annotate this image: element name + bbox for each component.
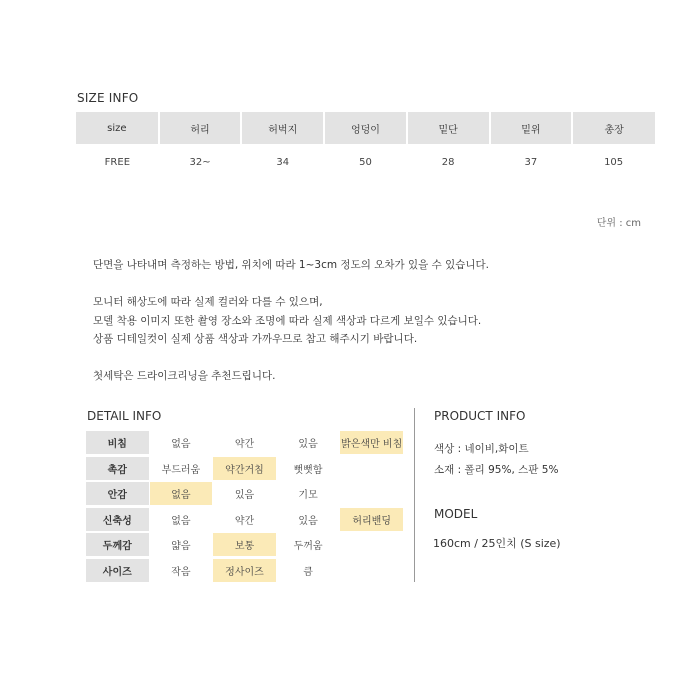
size-cell: 37 bbox=[524, 156, 538, 168]
note-line: 상품 디테일컷이 실제 상품 색상과 가까우므로 참고 해주시기 바랍니다. bbox=[93, 333, 418, 345]
size-header-cell: 허리 bbox=[159, 112, 242, 144]
detail-grid bbox=[86, 431, 404, 585]
detail-option: 약간 bbox=[234, 515, 255, 527]
detail-info-title: DETAIL INFO bbox=[87, 409, 162, 423]
detail-option: 뻣뻣함 bbox=[293, 464, 323, 476]
detail-option: 부드러움 bbox=[161, 464, 201, 476]
note-line: 모니터 해상도에 따라 실제 컬러와 다를 수 있으며, bbox=[93, 296, 323, 308]
size-cell: 28 bbox=[441, 156, 455, 168]
detail-row-label: 안감 bbox=[86, 482, 149, 505]
detail-row bbox=[86, 482, 404, 508]
detail-option: 있음 bbox=[234, 490, 255, 502]
size-header-cell: 밑단 bbox=[407, 112, 490, 144]
detail-option: 작음 bbox=[171, 566, 191, 578]
size-table bbox=[76, 112, 655, 180]
size-header-cell: 허벅지 bbox=[241, 112, 324, 144]
detail-option: 있음 bbox=[298, 439, 318, 450]
detail-option: 없음 bbox=[171, 439, 191, 450]
detail-option-selected: 허리밴딩 bbox=[340, 508, 403, 531]
detail-option bbox=[340, 457, 403, 480]
detail-option: 기모 bbox=[298, 490, 318, 502]
size-header-cell: 밑위 bbox=[490, 112, 573, 144]
size-header-cell: 총장 bbox=[572, 112, 655, 144]
detail-option-selected: 보통 bbox=[213, 533, 276, 556]
detail-option: 약간 bbox=[234, 439, 255, 450]
model-spec: 160cm / 25인치 (S size) bbox=[433, 537, 561, 550]
detail-row bbox=[86, 533, 404, 559]
detail-option-selected: 약간거침 bbox=[213, 457, 276, 480]
detail-row-label: 비침 bbox=[86, 431, 149, 454]
note-line: 첫세탁은 드라이크리닝을 추천드립니다. bbox=[93, 370, 276, 382]
detail-option: 두꺼움 bbox=[293, 541, 323, 553]
detail-option-selected: 정사이즈 bbox=[213, 559, 276, 582]
detail-option bbox=[340, 559, 403, 582]
detail-row bbox=[86, 559, 404, 585]
product-material: 소재 : 폴리 95%, 스판 5% bbox=[434, 464, 559, 476]
detail-row-label: 신축성 bbox=[86, 508, 149, 531]
note-line: 모델 착용 이미지 또한 촬영 장소와 조명에 따라 실제 색상과 다르게 보일수 있습니다. bbox=[93, 314, 482, 327]
detail-row-label: 두께감 bbox=[86, 533, 149, 556]
detail-option: 없음 bbox=[171, 515, 191, 527]
size-table-header-row bbox=[76, 112, 655, 144]
detail-row bbox=[86, 457, 404, 483]
model-title: MODEL bbox=[434, 507, 478, 521]
note-line: 단면을 나타내며 측정하는 방법, 위치에 따라 1~3cm 정도의 오차가 있을 수 있습니다. bbox=[93, 259, 489, 271]
detail-option-selected: 밝은색만 비침 bbox=[340, 431, 403, 454]
detail-option bbox=[340, 533, 403, 556]
size-header-cell: 엉덩이 bbox=[324, 112, 407, 144]
detail-option: 있음 bbox=[298, 515, 318, 527]
detail-row-label: 촉감 bbox=[86, 457, 149, 480]
notes-block bbox=[93, 256, 489, 386]
detail-row bbox=[86, 431, 404, 457]
unit-label: 단위 : cm bbox=[596, 218, 641, 229]
detail-option bbox=[340, 482, 403, 505]
size-cell: 32~ bbox=[189, 156, 211, 168]
size-info-title: SIZE INFO bbox=[77, 91, 139, 105]
product-color: 색상 : 네이비,화이트 bbox=[434, 443, 529, 455]
size-cell: 34 bbox=[276, 156, 290, 168]
size-header-cell: size bbox=[76, 112, 159, 144]
detail-row-label: 사이즈 bbox=[86, 559, 149, 582]
product-info-title: PRODUCT INFO bbox=[434, 409, 526, 423]
size-cell: 50 bbox=[359, 156, 372, 168]
detail-option: 큼 bbox=[303, 566, 313, 578]
detail-option-selected: 없음 bbox=[150, 482, 213, 505]
size-table-row bbox=[76, 144, 655, 180]
detail-option: 얇음 bbox=[171, 541, 191, 553]
size-cell: FREE bbox=[104, 156, 131, 168]
size-cell: 105 bbox=[604, 156, 624, 168]
detail-row bbox=[86, 508, 404, 534]
divider bbox=[414, 408, 415, 582]
